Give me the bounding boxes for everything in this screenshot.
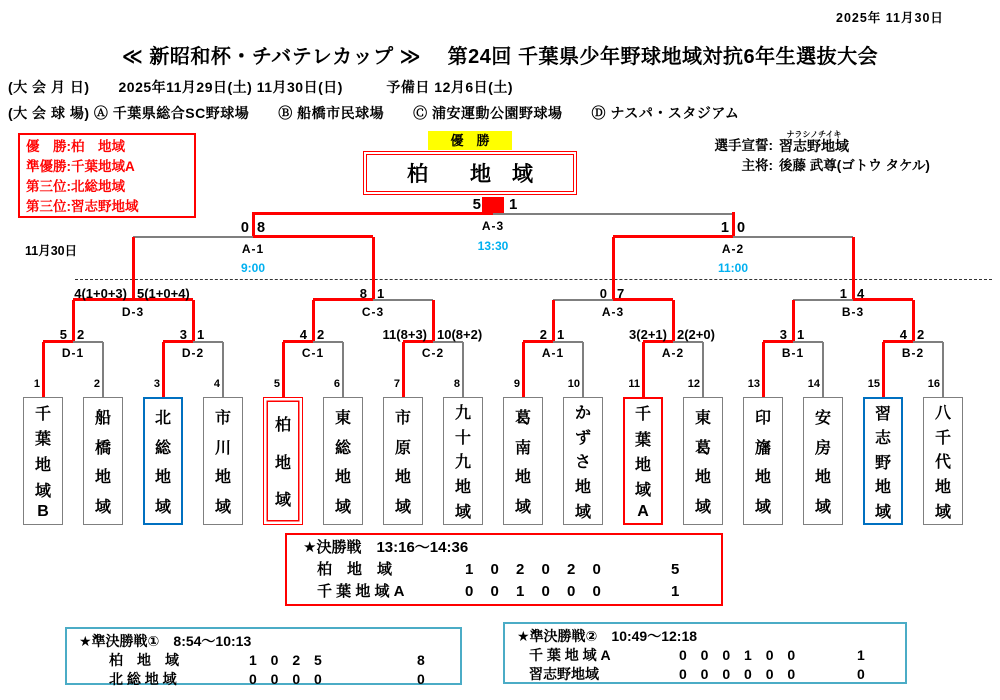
boxscore-total: 1 [671,583,680,600]
seed-number: 10 [567,378,580,390]
champion-marker [482,197,504,213]
pledge-block [687,130,930,174]
boxscore-total: 0 [857,666,865,682]
team-box [23,397,63,525]
boxscore-team: 習志野地域 [529,666,599,682]
game-left-score: 3 [779,327,787,342]
bracket-line [133,236,253,238]
team-box [323,397,363,525]
game-label: B-2 [901,346,925,360]
pledge-row [687,130,930,154]
standings-third-1: 第三位:北総地域 [26,179,125,194]
game-left-score: 4 [899,327,907,342]
team-name: 東 葛 地 域 [694,409,711,517]
game-right-score: 2(2+0) [677,327,715,342]
game-right-score: 2 [317,327,325,342]
team-box [623,397,663,525]
tournament-dates: (大 会 月 日) 2025年11月29日(土) 11月30日(日) 予備日 12月6日(土) [8,79,513,95]
bracket-line [312,300,315,342]
seed-number: 16 [927,378,940,390]
bracket-line [792,300,795,342]
final-right-score: 1 [509,196,518,213]
seed-number: 7 [393,378,400,390]
game-right-score: 1 [377,286,385,301]
final-game-label: A-3 [481,219,505,233]
game-right-score: 1 [557,327,565,342]
seed-number: 3 [153,378,160,390]
team-box [503,397,543,525]
boxscore-row [517,665,905,684]
team-box [383,397,423,525]
semifinal-game-time: 11:00 [717,261,749,275]
team-box [563,397,603,525]
game-left-score: 11(8+3) [382,327,427,342]
team-box [803,397,843,525]
boxscore-total: 1 [857,647,865,663]
game-label: D-3 [121,305,145,319]
team-box [923,397,963,525]
bracket-line [852,237,855,300]
seed-number: 15 [867,378,880,390]
tournament-venues: (大 会 球 場) Ⓐ 千葉県総合SC野球場 Ⓑ 船橋市民球場 Ⓒ 浦安運動公園野球場 Ⓓ ナスパ・スタジアム [8,105,740,121]
captain-name: 後藤 武尊(ゴトウ タケル) [779,158,930,173]
boxscore-row [517,646,905,665]
bracket-line [132,237,135,300]
game-label: C-3 [361,305,385,319]
game-left-score: 3 [179,327,187,342]
team-name: 市 川 地 域 [214,409,231,517]
bracket-line [252,212,255,237]
game-left-score: 4 [299,327,307,342]
team-name: 北 総 地 域 [154,410,171,516]
team-name: 東 総 地 域 [334,409,351,517]
team-name: 千 葉 地 域 B [34,405,51,521]
boxscore-row [303,581,721,603]
pledge-label: 選手宣誓: [714,138,773,153]
semifinal1-boxscore-title: ★準決勝戦① 8:54〜10:13 [79,633,252,649]
team-box [143,397,183,525]
team-box [203,397,243,525]
boxscore-row [303,559,721,581]
game-left-score: 3(2+1) [629,327,667,342]
team-name: 千 葉 地 域 A [634,406,651,520]
captain-label: 主将: [741,158,773,173]
team-name: 葛 南 地 域 [514,409,531,517]
team-box [863,397,903,525]
team-box [83,397,123,525]
team-box [263,397,303,525]
seed-number: 14 [807,378,820,390]
team-box [743,397,783,525]
boxscore-total: 5 [671,561,680,578]
game-label: B-1 [781,346,805,360]
boxscore-innings: 0 0 1 0 0 0 [465,583,608,600]
seed-number: 13 [747,378,760,390]
bracket-line [733,236,853,238]
seed-number: 11 [628,378,640,390]
game-right-score: 1 [797,327,805,342]
team-name: 九 十 九 地 域 [454,404,471,522]
semifinal-game-label: A-1 [241,242,265,256]
team-name: 安 房 地 域 [814,409,831,517]
game-left-score: 1 [839,286,847,301]
boxscore-innings: 0 0 0 0 0 0 [679,666,801,682]
team-name: 市 原 地 域 [394,409,411,517]
pledge-team-name: 習志野地域 [779,138,849,154]
boxscore-team: 北 総 地 域 [109,671,177,687]
game-label: A-1 [541,346,565,360]
final-left-score: 5 [472,196,481,213]
boxscore-innings: 0 0 0 1 0 0 [679,647,801,663]
seed-number: 1 [33,378,40,390]
bracket-line [372,237,375,300]
boxscore-team: 千 葉 地 域 A [529,647,611,663]
semifinal1-boxscore [65,627,462,685]
bracket-line [912,300,915,342]
game-right-score: 7 [617,286,625,301]
seed-number: 2 [93,378,100,390]
pledge-team [779,130,849,154]
boxscore-innings: 1 0 2 5 [249,652,327,668]
bracket-line [72,300,75,342]
seed-number: 12 [687,378,700,390]
semifinal-right-score: 8 [257,220,266,236]
bracket-line [612,237,615,300]
team-name: 船 橋 地 域 [94,409,111,517]
boxscore-row [79,670,460,689]
game-label: C-1 [301,346,325,360]
semifinal-game-label: A-2 [721,242,745,256]
standings-runner-up: 準優勝:千葉地域A [26,159,135,174]
seed-number: 9 [513,378,520,390]
game-left-score: 2 [539,327,547,342]
semifinal2-boxscore [503,622,907,684]
game-label: D-1 [61,346,85,360]
bracket-line [432,300,435,342]
bracket-line [672,300,675,342]
bracket-line [552,300,555,342]
day-label: 11月30日 [25,244,78,258]
semifinal-left-score: 1 [720,220,729,236]
bracket-line [732,212,735,237]
pledge-furigana: ナラシノチイキ [786,130,842,139]
game-right-score: 2 [77,327,85,342]
seed-number: 5 [273,378,280,390]
game-left-score: 4(1+0+3) [74,286,127,301]
game-right-score: 5(1+0+4) [137,286,190,301]
standings-third-2: 第三位:習志野地域 [26,199,139,214]
team-name: 印 旛 地 域 [754,409,771,517]
game-right-score: 2 [917,327,925,342]
team-name: か ず さ 地 域 [574,404,591,522]
team-name: 八 千 代 地 域 [934,404,951,522]
final-game-time: 13:30 [477,239,509,253]
champion-box [363,151,577,195]
team-box [443,397,483,525]
game-left-score: 5 [59,327,67,342]
game-label: A-3 [601,305,625,319]
page-title: ≪ 新昭和杯・チバテレカップ ≫ 第24回 千葉県少年野球地域対抗6年生選抜大会 [121,46,879,68]
game-label: B-3 [841,305,865,319]
boxscore-total: 8 [417,652,425,668]
team-box [683,397,723,525]
page-date: 2025年 11月30日 [836,11,944,25]
semifinal2-boxscore-title: ★準決勝戦② 10:49〜12:18 [517,628,698,644]
game-label: C-2 [421,346,445,360]
boxscore-innings: 0 0 0 0 [249,671,327,687]
game-right-score: 4 [857,286,865,301]
captain-row [687,154,930,174]
semifinal-right-score: 0 [737,220,746,236]
seed-number: 6 [333,378,340,390]
game-left-score: 8 [359,286,367,301]
champion-label: 優 勝 [428,131,512,150]
seed-number: 4 [213,378,220,390]
game-label: D-2 [181,346,205,360]
game-right-score: 1 [197,327,205,342]
boxscore-total: 0 [417,671,425,687]
standings-box [18,133,196,218]
boxscore-innings: 1 0 2 0 2 0 [465,561,608,578]
bracket-line [493,213,733,215]
boxscore-team: 千 葉 地 域 A [317,583,405,600]
game-label: A-2 [661,346,685,360]
standings-champion: 優 勝:柏 地域 [26,139,125,154]
final-boxscore [285,533,723,606]
boxscore-team: 柏 地 域 [109,652,179,668]
semifinal-game-time: 9:00 [240,261,266,275]
semifinal-left-score: 0 [240,220,249,236]
team-name: 習 志 野 地 域 [874,405,891,521]
boxscore-team: 柏 地 域 [317,561,393,578]
team-name: 柏 地 域 [274,417,291,509]
final-boxscore-title: ★決勝戦 13:16〜14:36 [303,539,469,556]
champion-team: 柏 地 域 [407,163,533,186]
game-left-score: 0 [599,286,607,301]
game-right-score: 10(8+2) [437,327,483,342]
boxscore-row [79,651,460,670]
bracket-line [192,300,195,342]
seed-number: 8 [453,378,460,390]
